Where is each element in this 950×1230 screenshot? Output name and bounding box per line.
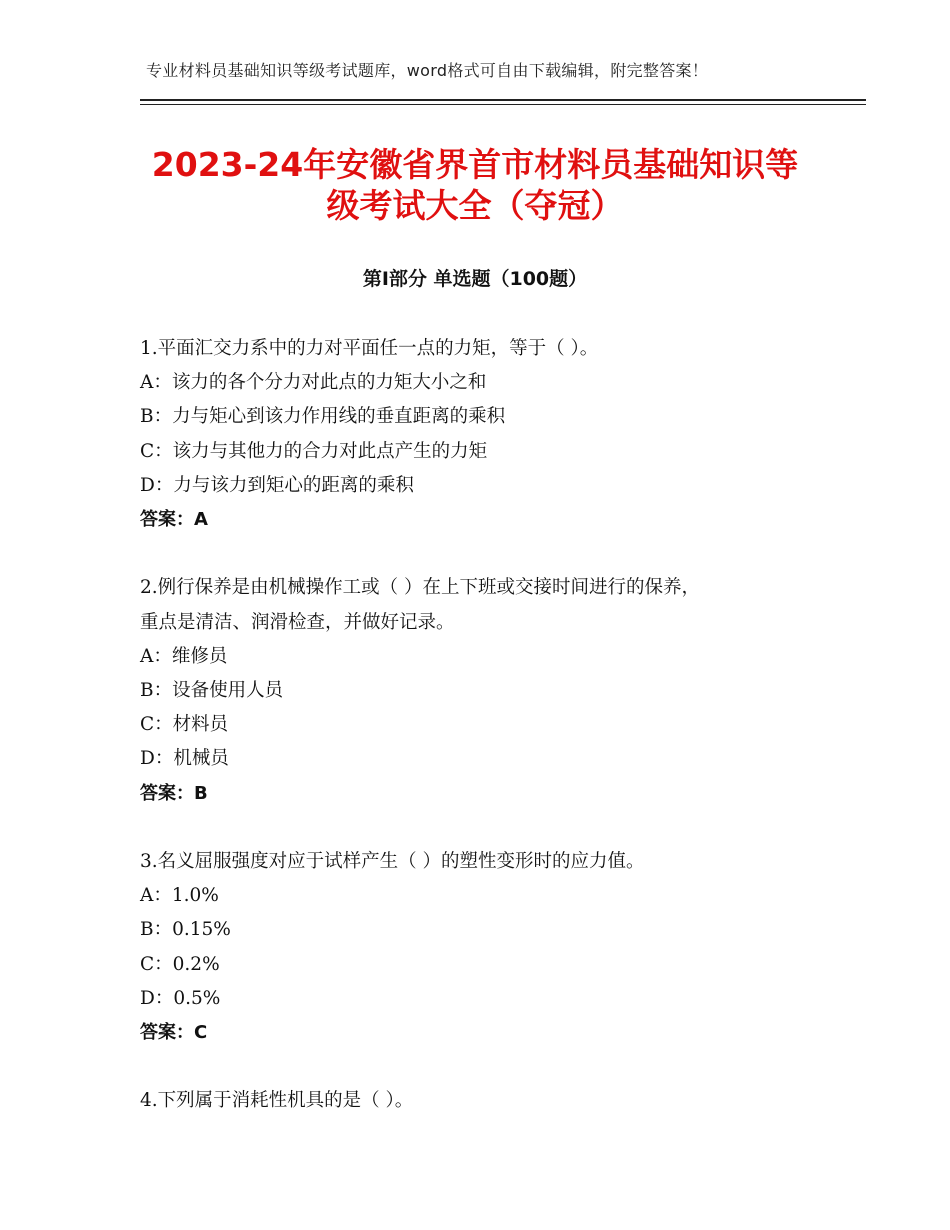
section-title: 第Ⅰ部分 单选题（100题） [362, 268, 588, 290]
question-list [140, 332, 840, 1119]
option-c: C：材料员 [140, 714, 229, 736]
question-stem: 1.平面汇交力系中的力对平面任一点的力矩，等于（ ）。 [140, 338, 599, 359]
document-title-line-1: 2023-24年安徽省界首市材料员基础知识等 [151, 145, 799, 184]
question-3 [140, 845, 840, 1050]
option-a: A：该力的各个分力对此点的力矩大小之和 [140, 372, 487, 394]
question-stem-continued: 重点是清洁、润滑检查，并做好记录。 [140, 611, 455, 633]
option-d: D：0.5% [140, 987, 221, 1009]
option-c: C：0.2% [140, 953, 220, 975]
option-b: B：力与矩心到该力作用线的垂直距离的乘积 [140, 406, 506, 428]
option-b: B：0.15% [140, 919, 231, 941]
question-4 [140, 1084, 840, 1118]
question-stem: 2.例行保养是由机械操作工或（ ）在上下班或交接时间进行的保养， [140, 577, 701, 599]
spacer [140, 537, 840, 571]
question-1 [140, 332, 840, 537]
page-header: 专业材料员基础知识等级考试题库，word格式可自由下载编辑，附完整答案！ [146, 61, 709, 80]
question-stem: 4.下列属于消耗性机具的是（ ）。 [140, 1090, 414, 1112]
answer: 答案：A [140, 509, 208, 531]
spacer [140, 1050, 840, 1084]
answer: 答案：C [140, 1022, 208, 1044]
option-b: B：设备使用人员 [140, 680, 284, 702]
document-title [100, 144, 850, 226]
option-a: A：1.0% [140, 885, 219, 907]
option-d: D：机械员 [140, 748, 229, 770]
header-divider-thin [140, 104, 866, 105]
spacer [140, 811, 840, 845]
document-title-line-2: 级考试大全（夺冠） [326, 186, 624, 225]
option-c: C：该力与其他力的合力对此点产生的力矩 [140, 440, 488, 462]
question-stem: 3.名义屈服强度对应于试样产生（ ）的塑性变形时的应力值。 [140, 851, 645, 873]
answer: 答案：B [140, 782, 208, 804]
question-2 [140, 571, 840, 810]
option-a: A：维修员 [140, 645, 228, 667]
option-d: D：力与该力到矩心的距离的乘积 [140, 474, 414, 496]
header-divider [140, 99, 866, 101]
